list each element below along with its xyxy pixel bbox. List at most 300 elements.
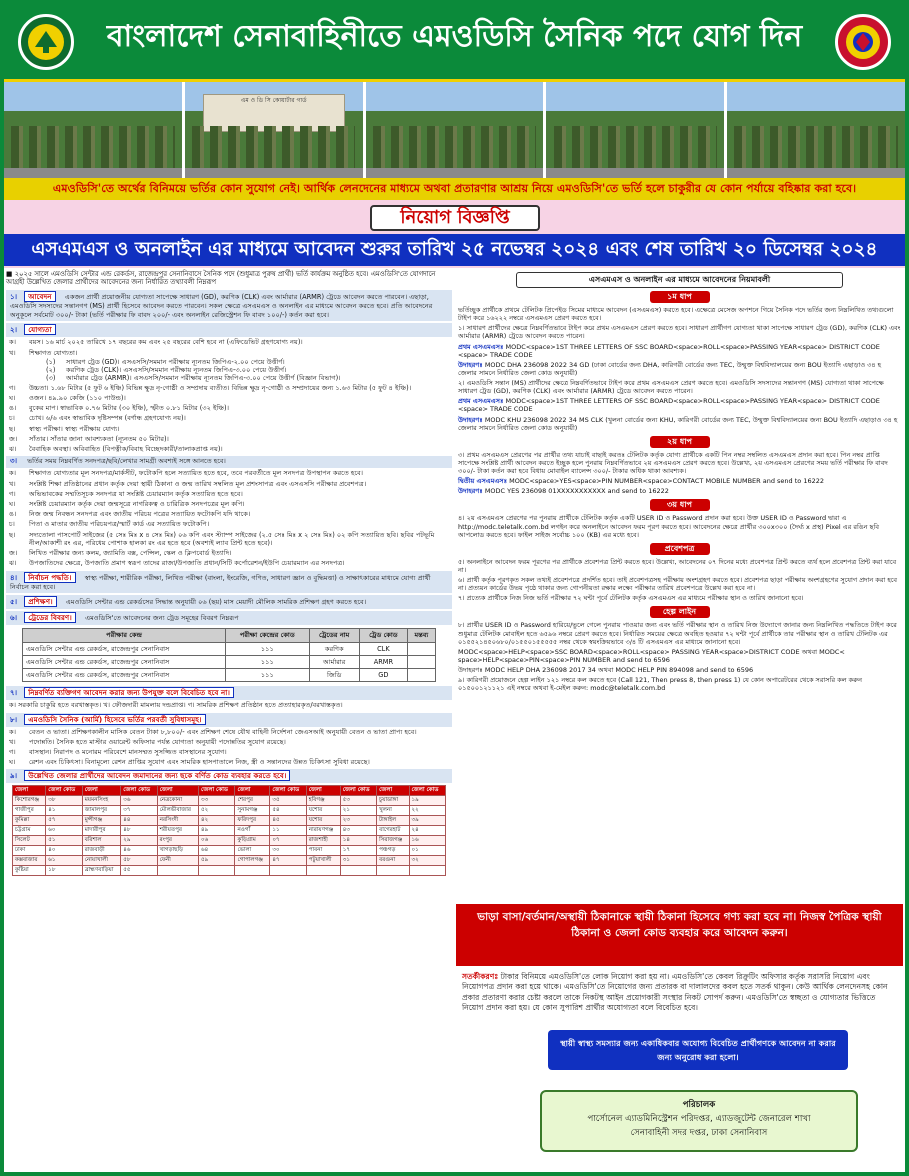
column-header: জেলা কোড (199, 786, 235, 796)
item-value: পিতা ও মাতার জাতীয় পরিচয়পত্র/স্মার্ট কার্ড এর সত্যায়িত ফটোকপি। (29, 520, 210, 529)
ms-candidate-text: ২। এমওডিসি সন্তান (MS) প্রার্থীদের ক্ষেত্রে নিম্নবর্ণিতভাবে টাইপ করে প্রথম এসএমএস প্রেরণ করতে হবে। এমওডিসি সদস্যদের সন্তানগণ (MS) যোগ্যতা থাকা সাপেক্ষে সাধারণ ট্রেড (GD), করণিক (CLK) এবং আর্মারার (ARMR) ট্রেডে আবেদন করতে পারেন। (458, 379, 884, 396)
table-cell: মাদারীপুর (82, 826, 121, 836)
format-value: MODC<space>YES<space>PIN NUMBER<space>CONTACT MOBILE NUMBER and send to 16222 (509, 477, 824, 486)
modc-logo-right (835, 14, 891, 70)
table-cell: ঢাকা (13, 846, 46, 856)
table-cell: এমওডিসি সেন্টার এন্ড রেকর্ডস, রাজেন্দ্রপুর সেনানিবাস (23, 669, 226, 682)
caution-body: টাকার বিনিময়ে এমওডিসি'তে লোক নিয়োগ করা হয় না। এমওডিসি'তে কেবল রিক্রুটিং অফিসার কর্তৃক সরাসরি নিয়োগ এবং নিয়োগপত্র প্রদান করা হয়ে থাকে। এমওডিসি'তে নিয়োগের জন্য প্রতারক বা দালালদের কবল হতে সতর্ক থাকুন। কেউ আর্থিক লেনদেনসহ কোন প্রকার প্রতারণা করার চেষ্টা করলে তাকে নিকটস্থ আইন প্রয়োগকারী সংস্থার নিকট সোপর্দ করুন। এমওডিসি'তে স্বচ্ছতা ও যোগ্যতার ভিত্তিতে নিয়োগ প্রদান করা হয়। যে কোন সুপারিশ প্রার্থীর অযোগ্যতা বলে বিবেচিত হবে। (462, 972, 888, 1012)
column-header: ট্রেডের নাম (309, 629, 359, 642)
table-row (13, 856, 446, 866)
physical-list (6, 383, 452, 455)
table-cell: বাগেরহাট (377, 826, 409, 836)
item-key: (১) (46, 357, 56, 366)
example-label: উদাহরণঃ (458, 415, 483, 424)
documents-list (6, 468, 452, 568)
section-number: ৮। (10, 715, 18, 724)
format-value: MODC<space>1ST THREE LETTERS OF SSC BOARD<space>ROLL<space>PASSING YEAR<space> DISTRICT CODE <space> TRADE CODE (458, 342, 880, 359)
table-cell: চট্টগ্রাম (13, 826, 46, 836)
table-cell: করণিক (309, 642, 359, 655)
table-cell: শেরপুর (235, 796, 270, 806)
column-header: জেলা কোড (46, 786, 82, 796)
item-value: সাধারণ ট্রেড (GD)। এসএসসি/সমমান পরীক্ষায় ন্যূনতম জিপিএ-২.০০ পেয়ে উত্তীর্ণ। (66, 357, 285, 366)
item-key: ঙ। (9, 510, 17, 519)
table-cell: গোপালগঞ্জ (235, 856, 270, 866)
format-label: দ্বিতীয় এসএমএসঃ (458, 477, 508, 486)
left-column (6, 270, 452, 878)
table-cell: ৩৮ (46, 796, 82, 806)
section-qualification (6, 323, 452, 337)
table-cell: পটুয়াখালী (306, 856, 340, 866)
section-trades (6, 611, 452, 625)
item-value: নিজ জন্ম নিবন্ধন সনদপত্র এবং জাতীয় পরিচয় পত্রের সত্যায়িত ফটোকপি যদি থাকে। (29, 510, 251, 519)
list-item (6, 530, 452, 548)
table-cell: কিশোরগঞ্জ (13, 796, 46, 806)
table-cell: ১১ (270, 826, 306, 836)
table-cell: ১৪ (340, 836, 376, 846)
item-key: চ। (9, 414, 15, 423)
table-row (23, 669, 436, 682)
column-header: পরীক্ষার কেন্দ্র (23, 629, 226, 642)
table-cell: ৪৯ (199, 826, 235, 836)
item-value: সংশ্লিষ্ট চেয়ারম্যান কর্তৃক দেয়া জন্মসূত্রে নাগরিকত্ব ও চারিত্রিক সনদপত্রের মূল কপি। (29, 499, 245, 508)
table-cell: ২৯ (121, 836, 157, 846)
header-banner (4, 4, 905, 82)
table-cell: মৌলভীবাজার (157, 806, 198, 816)
section-heading: ভর্তির সময় নিম্নবর্ণিত সনদপত্র/ছবি/লেখার সামগ্রী অবশ্যই সঙ্গে আনতে হবে। (27, 457, 226, 466)
section-number: ২। (10, 326, 18, 335)
item-value: শিক্ষাগত যোগ্যতা। (29, 348, 78, 357)
list-item (6, 383, 452, 393)
section-number: ৯। (10, 772, 18, 781)
item-key: ক। (9, 727, 16, 736)
item-key: ক। (9, 469, 16, 478)
table-cell (377, 866, 409, 876)
item-key: ঘ। (9, 758, 16, 767)
table-cell: ৫১ (46, 836, 82, 846)
item-value: চোখ। ৬/৬ এবং স্বাভাবিক দৃষ্টিসম্পন্ন (বর্ণান্ধ গ্রহণযোগ্য নয়)। (29, 414, 186, 423)
list-item (6, 393, 452, 403)
admit-card-badge: প্রবেশপত্র (650, 543, 710, 555)
item-key: খ। (9, 348, 16, 357)
caution-text (456, 970, 903, 1028)
table-row (13, 846, 446, 856)
item-key: (২) (46, 366, 56, 375)
item-value: সদ্যতোলা পাসপোর্ট সাইজের (৫ সেঃ মিঃ x ৪ সেঃ মিঃ) ০৬ কপি এবং স্ট্যাম্প সাইজের (২.৫ সেঃ মিঃ x ২ সেঃ মিঃ) ০২ কপি সত্যায়িত ছবি। ছবির পটভূমি নীল/আকাশী রং এর, পরিধেয় পোশাক হালকা রং এর হতে হবে (অবশ্যই ল্যাব প্রিন্ট হতে হবে)। (29, 530, 435, 547)
helpline-example: উদাহরণঃ MODC HELP DHA 236098 2017 34 অথবা MODC HELP PIN 894098 and send to 6596 (458, 666, 754, 674)
table-cell: কক্সবাজার (13, 856, 46, 866)
table-cell: ৪৭ (270, 856, 306, 866)
quarter-guard-sign: এম ও ডি সি কোয়ার্টার গার্ড (240, 96, 307, 104)
item-key: ঘ। (9, 393, 16, 402)
photo-parade (366, 82, 544, 178)
table-cell: কুষ্টিয়া (13, 866, 46, 876)
table-cell: ১১১ (226, 669, 309, 682)
format-value: MODC<space>1ST THREE LETTERS OF SSC BOARD<space>ROLL<space>PASSING YEAR<space> DISTRICT CODE <space> TRADE CODE (458, 397, 880, 414)
table-cell: রাজবাড়ী (82, 846, 121, 856)
list-item (6, 444, 452, 454)
table-cell: সিলেট (13, 836, 46, 846)
sms-example-1 (456, 360, 903, 378)
table-cell: নেত্রকোনা (157, 796, 198, 806)
table-cell: যশোর (306, 806, 340, 816)
table-cell: ৬৪ (199, 846, 235, 856)
table-cell (340, 866, 376, 876)
section-text: স্বাস্থ্য পরীক্ষা, শারীরিক পরীক্ষা, লিখিত পরীক্ষা (বাংলা, ইংরেজি, গণিত, সাধারণ জ্ঞান ও বুদ্ধিমত্তা) ও সাক্ষাৎকারের মাধ্যমে যোগ্য প্রার্থী নির্বাচন করা হবে। (10, 573, 431, 591)
table-cell: ARMR (359, 655, 407, 668)
list-item (6, 434, 452, 444)
item-key: চ। (9, 520, 15, 529)
table-cell: ২৩ (340, 816, 376, 826)
example-value: MODC KHU 236098 2022 34 MS CLK (খুলনা বোর্ডের জন্য KHU, কারিগরী বোর্ডের জন্য TEC, উন্মুক্ত বিশ্ববিদ্যালয়ের জন্য BOU ইত্যাদি এছাড়াও ৩৪ হ জেলার সামনে নির্ধারিত জেলা কোড অনুযায়ী) (458, 415, 898, 432)
table-cell: এমওডিসি সেন্টার এন্ড রেকর্ডস, রাজেন্দ্রপুর সেনানিবাস (23, 655, 226, 668)
item-value: আর্মারার ট্রেড (ARMR)। এসএসসি/সমমান পরীক্ষায় ন্যূনতম জিপিএ-৩.০০ পেয়ে উত্তীর্ণ (বিজ্ঞান বিভাগ)। (66, 374, 341, 383)
page-title: বাংলাদেশ সেনাবাহিনীতে এমওডিসি সৈনিক পদে যোগ দিন (106, 19, 803, 54)
item-value: করণিক ট্রেড (CLK)। এসএসসি/সমমান পরীক্ষায় ন্যূনতম জিপিএ-৩.০০ পেয়ে উত্তীর্ণ। (66, 366, 287, 375)
item-key: জ। (9, 549, 18, 558)
table-cell: ১৯ (409, 796, 445, 806)
table-cell (306, 866, 340, 876)
table-cell (409, 866, 445, 876)
table-cell: ৩৬ (121, 796, 157, 806)
sms-example-2 (456, 415, 903, 433)
item-value: বয়স। ১৬ মার্চ ২০২৫ তারিখে ১৭ বছরের কম এবং ২৫ বছরের বেশি হবে না (এফিডেভিট গ্রহণযোগ্য নয়)। (29, 338, 303, 347)
column-header: পরীক্ষা কেন্দ্রের কোড (226, 629, 309, 642)
table-cell: ২২ (409, 806, 445, 816)
section-number: ৫। (10, 598, 18, 607)
signature-hq: সেনাবাহিনী সদর দপ্তর, ঢাকা সেনানিবাস (630, 1128, 768, 1138)
table-cell: ৫২ (199, 806, 235, 816)
section-benefits (6, 713, 452, 727)
table-cell: ৪৪ (121, 816, 157, 826)
item-key: জ। (9, 434, 18, 443)
table-cell: ৫৪ (270, 806, 306, 816)
step-2-badge: ২য় ধাপ (650, 436, 710, 448)
application-date-band: এসএমএস ও অনলাইন এর মাধ্যমে আবেদন শুরুর তারিখ ২৫ নভেম্বর ২০২৪ এবং শেষ তারিখ ২০ ডিসেম্বর ২০২৪ (4, 234, 905, 266)
item-value: বেতন ও ভাতা। প্রশিক্ষণকালীন মাসিক বেতন টাকা ৮,৮০০/- এবং প্রশিক্ষণ শেষে যৌথ বাহিনী নির্দেশনা জেএসআই অনুযায়ী বেতন ও ভাতা প্রাপ্য হবে। (29, 727, 417, 736)
table-cell: ১৭ (340, 846, 376, 856)
table-cell (199, 866, 235, 876)
item-key: গ। (9, 383, 16, 392)
table-cell: জামালপুর (82, 806, 121, 816)
table-row (23, 655, 436, 668)
sms-example-3 (456, 486, 903, 496)
ineligible-text: ক। সরকারি চাকুরি হতে বরখাস্তকৃত। খ। ফৌজদারী মামলায় দন্ডপ্রাপ্ত। গ। সামরিক প্রশিক্ষণ প্রতিষ্ঠান হতে প্রত্যাহারকৃত/বরখাস্তকৃত। (9, 701, 343, 710)
item-key: গ। (9, 489, 16, 498)
table-cell: ৩৭ (121, 806, 157, 816)
admit-item: ৬। প্রার্থী কর্তৃক পূরণকৃত সকল তথ্যই প্রবেশপত্রে প্রদর্শিত হবে। তাই প্রবেশপত্রসহ পরীক্ষায় অংশগ্রহণ করতে হবে। প্রবেশপত্র ছাড়া পরীক্ষায় অংশগ্রহণের সুযোগ প্রদান করা হবে না। প্রত্যয়ন কার্ডের উভয় পৃষ্ঠে থাকার জন্য গোপনীয়তা রক্ষার লক্ষ্যে পরীক্ষার তারিখ প্রবেশপত্রে উল্লেখ করা হবে না। (458, 576, 898, 593)
list-item (6, 424, 452, 434)
trade-table-wrap (6, 625, 452, 684)
item-value: সংশ্লিষ্ট শিক্ষা প্রতিষ্ঠানের প্রধান কর্তৃক দেয়া স্থায়ী ঠিকানা ও জন্ম তারিখ সম্বলিত মূল প্রশংসাপত্র এবং এসএসসি পরীক্ষার প্রবেশপত্র। (29, 479, 367, 488)
item-value: উপজাতিদের ক্ষেত্রে, উপজাতি প্রমাণ স্বরূপ তাদের রাজা/উপজাতি প্রধান/সিটি কর্পোরেশন/ইউপি চেয়ারম্যান এর সনদপত্র। (29, 559, 345, 568)
list-item (6, 558, 452, 568)
section-district-codes (6, 769, 452, 783)
item-value: বুকের মাপ। স্বাভাবিক ০.৭৬ মিটার (৩০ ইঞ্চি), স্ফীত ০.৮১ মিটার (৩২ ইঞ্চি)। (29, 404, 229, 413)
table-header-row (13, 786, 446, 796)
table-cell: ৩০ (270, 846, 306, 856)
table-cell: ৪৩ (340, 826, 376, 836)
step-3-badge: ৩য় ধাপ (650, 499, 710, 511)
table-cell: সিরাজগঞ্জ (377, 836, 409, 846)
column-header: জেলা কোড (270, 786, 306, 796)
table-cell: শরীয়তপুর (157, 826, 198, 836)
item-value: পদোন্নতি। সৈনিক হতে মাস্টার ওয়ারেন্ট অফিসার পর্যন্ত যোগ্যতা অনুযায়ী পদোন্নতির সুযোগ রয়েছে। (29, 737, 286, 746)
step-1-text: ভর্তিচ্ছুক প্রার্থীকে প্রথমে টেলিটক প্রিপেইড সিমের মাধ্যমে আবেদন (এসএমএস) করতে হবে। এক্ষেত্রে মেসেজ অপশনে গিয়ে সৈনিক পদে ভর্তির জন্য নিম্নলিখিত তথ্যগুলো টাইপ করে ১৬২২২ নম্বরে এসএমএস প্রেরণ করতে হবে। (458, 306, 894, 323)
caution-label: সতর্কীকরণঃ (462, 972, 499, 981)
item-key: ক। (9, 338, 16, 347)
column-header: জেলা কোড (121, 786, 157, 796)
table-cell (270, 866, 306, 876)
benefits-list (6, 727, 452, 768)
signature-box (540, 1090, 858, 1152)
table-cell: ৩২ (409, 856, 445, 866)
section-number: ১। (10, 292, 18, 301)
item-value: বৈবাহিক অবস্থা। অবিবাহিত (বিপত্নীক/বিবাহ বিচ্ছেদকারী/তালাকপ্রাপ্ত নয়)। (29, 445, 223, 454)
example-label: উদাহরণঃ (458, 360, 483, 369)
table-row (23, 642, 436, 655)
section-number: ৭। (10, 689, 18, 698)
table-cell: ১১১ (226, 642, 309, 655)
item-value: বাসস্থান। নিরাপদ ও মনোরম পরিবেশে মানসম্মত সুসজ্জিত বাসস্থানের সুযোগ। (29, 748, 227, 757)
notice-title: নিয়োগ বিজ্ঞপ্তি (370, 205, 540, 231)
table-cell: কুমিল্লা (13, 816, 46, 826)
trade-table (22, 628, 436, 682)
section-training (6, 595, 452, 609)
list-item (6, 727, 452, 737)
list-item (6, 403, 452, 413)
item-value: লিখিত পরীক্ষার জন্য কলম, জ্যামিতি বক্স, পেন্সিল, স্কেল ও ক্লিপবোর্ড ইত্যাদি। (29, 549, 232, 558)
table-cell: ৫৭ (46, 816, 82, 826)
column-header: জেলা (13, 786, 46, 796)
column-header: জেলা কোড (409, 786, 445, 796)
table-row (13, 796, 446, 806)
list-item (6, 519, 452, 529)
table-cell: জিডি (309, 669, 359, 682)
table-cell: ৫৫ (121, 866, 157, 876)
helpline-tail: ৯। কারিগরী প্রয়োজনে হেল্প লাইন ১২১ নম্বরে কল করতে হবে (Call 121, Then press 8, then press 1) যে কোন অপারেটরের থেকে সরাসরি কল করুন ০১৫০০১২১১২১ এই নম্বরে অথবা ই-মেইল করুন: modc@teletalk.com.bd (458, 676, 862, 693)
item-key: গ। (9, 748, 16, 757)
column-header: জেলা (82, 786, 121, 796)
table-cell: মুন্সীগঞ্জ (82, 816, 121, 826)
list-item (6, 337, 452, 347)
section-heading: এমওডিসি সৈনিক (আর্মি) হিসেবে ভর্তির পরবর্তী সুবিধাসমূহ। (24, 714, 205, 725)
table-row (13, 866, 446, 876)
format-label: প্রথম এসএমএসঃ (458, 342, 504, 351)
section-selection (6, 571, 452, 594)
table-cell (407, 655, 435, 668)
table-cell: নোয়াখালী (82, 856, 121, 866)
table-cell: ৬১ (46, 856, 82, 866)
column-header: মন্তব্য (407, 629, 435, 642)
item-value: শিক্ষাগত যোগ্যতার মূল সনদপত্র/মার্কসীট, ফটোকপি হলে সত্যায়িত হতে হবে, তবে পরবর্তীতে মূল সনদপত্র উপস্থাপন করতে হবে। (29, 469, 364, 478)
table-cell: ফরিদপুর (235, 816, 270, 826)
list-item (6, 413, 452, 423)
helpline-format: MODC<space>HELP<space>SSC BOARD<space>ROLL<space> PASSING YEAR<space>DISTRICT CODE অথবা MODC< space>HELP<space>PIN<space>PIN NUMBER and send to 6596 (458, 647, 845, 664)
table-cell (235, 866, 270, 876)
table-cell: খাগড়াছড়ি (157, 846, 198, 856)
table-cell: GD (359, 669, 407, 682)
step-3-text: ৪। ২য় এসএমএস প্রেরণের পর পুনরায় প্রার্থীকে টেলিটক কর্তৃক একটি USER ID ও Password প্রদান করা হবে। উক্ত USER ID ও Password দ্বারা এ http://modc.teletalk.com.bd লগইন করে অনলাইনে আবেদন ফরম পূরণ করতে হবে। আবেদনের ক্ষেত্রে প্রার্থীর ৩০০x৩০০ (দৈর্ঘ্য x প্রস্থ) Pixel এর রঙিন ছবি আপলোড করতে হবে। ফাইল সাইজ সর্বোচ্চ ১০০ (KB) এর মধ্যে হবে। (458, 514, 879, 539)
table-cell: কুড়িগ্রাম (235, 836, 270, 846)
table-cell: ১১১ (226, 655, 309, 668)
section-heading: যোগ্যতা (24, 324, 55, 335)
item-value: রেশন এবং চিকিৎসা। বিনামূল্যে রেশন প্রাপ্তির সুযোগ এবং সামরিক হাসপাতালে নিজ, স্ত্রী ও সন্তানদের উন্নত চিকিৎসা সুবিধা রয়েছে। (29, 758, 370, 767)
table-cell: রাজশাহী (306, 836, 340, 846)
table-cell: ৪৫ (270, 816, 306, 826)
item-value: স্বাস্থ্য পরীক্ষা। স্বাস্থ্য পরীক্ষায় যোগ্য। (29, 424, 120, 433)
admit-item: ৫। অনলাইনে আবেদন ফরম পূরণের পর প্রার্থীকে প্রবেশপত্র প্রিন্ট করতে হবে। উল্লেখ্য, আবেদনের ০৭ দিনের মধ্যে প্রবেশপত্র প্রিন্ট করতে ব্যর্থ হলে প্রবেশপত্র প্রিন্ট করা যাবে না। (458, 557, 897, 574)
table-cell: ৫৯ (199, 856, 235, 866)
table-cell: ১৬ (409, 836, 445, 846)
table-cell: বরগুনা (377, 856, 409, 866)
table-cell: ৬০ (46, 826, 82, 836)
photo-salute-1 (546, 82, 724, 178)
list-item (6, 489, 452, 499)
list-item (6, 737, 452, 747)
table-row (13, 806, 446, 816)
column-header: জেলা (157, 786, 198, 796)
table-cell: এমওডিসি সেন্টার এন্ড রেকর্ডস, রাজেন্দ্রপুর সেনানিবাস (23, 642, 226, 655)
example-value: MODC DHA 236098 2022 34 GD (ঢাকা বোর্ডের জন্য DHA, কারিগরী বোর্ডের জন্য TEC, উন্মুক্ত বিশ্ববিদ্যালয়ের জন্য BOU ইত্যাদি এছাড়াও ৩৪ হ জেলার সামনে নির্ধারিত জেলা কোড অনুযায়ী) (458, 360, 882, 377)
table-cell: ২১ (340, 806, 376, 816)
example-label: উদাহরণঃ (458, 487, 483, 496)
section-number: ৬। (10, 614, 18, 623)
section-heading: উল্লেখিত জেলার প্রার্থীদের আবেদন জমাদানের জন্য ছকে বর্ণিত কোড ব্যবহার করতে হবে। (24, 770, 290, 781)
right-column (456, 270, 903, 693)
list-item (6, 479, 452, 489)
table-cell: ১৮ (46, 866, 82, 876)
admit-card-list (456, 557, 903, 604)
column-header: জেলা কোড (340, 786, 376, 796)
section-number: ৪। (10, 573, 18, 582)
table-header-row (23, 629, 436, 642)
signature-office: পার্সোনেল এ্যাডমিনিস্ট্রেশন পরিদপ্তর, এ্যাডজুটেন্ট জেনারেল শাখা (587, 1114, 811, 1124)
item-value: সাঁতার। সাঁতার জানা আবশ্যকতা (ন্যূনতম ৫০ মিটার)। (29, 434, 169, 443)
table-cell (407, 642, 435, 655)
table-row (13, 826, 446, 836)
table-cell: পঞ্চগড় (377, 846, 409, 856)
sms-format-3 (456, 476, 903, 486)
list-item (6, 757, 452, 767)
table-cell: চুয়াডাঙ্গা (377, 796, 409, 806)
section-text: একজন প্রার্থী প্রয়োজনীয় যোগ্যতা সাপেক্ষে সাধারণ (GD), করণিক (CLK) এবং আর্মারার (ARMR) ট্রেডে আবেদন করতে পারবেন। এছাড়া, এমওডিসি সদস্যদের সন্তানগণ (MS) প্রার্থী হিসেবে আবেদন করতে পারবেন। সকল ক্ষেত্রে এসএমএস ও অনলাইন এর মাধ্যমে আবেদন করতে হবে। প্রতি আবেদনের অনুকূলে সর্বমোট ৩০০/- টাকা (ভর্তি পরীক্ষার ফি বাবদ ২০০/- এবং অনলাইন রেজিস্ট্রেশন ফি বাবদ ১০০/-) কর্তন করা হবে। (10, 292, 433, 319)
table-cell: ০৭ (270, 836, 306, 846)
table-cell: সুনামগঞ্জ (235, 806, 270, 816)
helpline-text: ৮। প্রার্থীর USER ID ও Password হারিয়ে/ভুলে গেলে পুনরায় পাওয়ার জন্য এবং ভর্তি পরীক্ষার স্থান ও তারিখ নিজ উদ্যোগে জানার জন্য নিম্নলিখিত পদ্ধতিতে টাইপ করে শুধুমাত্র টেলিটক মোবাইল হতে ৬৫৯৬ নম্বরে প্রেরণ করতে হবে। নির্ধারিত সময়ের ক্ষেত্রে অবহিত হওয়ার ৭২ ঘন্টা পূর্বে প্রার্থীকে তার পরীক্ষার স্থান ও তারিখ টেলিটক এর ০১৫৫২১৪৫০৬৮০/০১৫৫০১৫৫৫৫৫ নম্বর থেকে স্বয়ংক্রিয়ভাবে ৩/৪ টি এসএমএস এর মাধ্যমে জানানো হবে। (458, 621, 897, 646)
item-key: ছ। (9, 424, 16, 433)
item-key: ঝ। (9, 445, 17, 454)
table-cell: আর্মারার (309, 655, 359, 668)
table-cell: ০৬ (199, 836, 235, 846)
table-cell: ৪০ (46, 846, 82, 856)
table-cell (407, 669, 435, 682)
table-cell: টাঙ্গাইল (377, 816, 409, 826)
table-cell: ৩৫ (270, 796, 306, 806)
item-key: (৩) (46, 374, 56, 383)
section-heading: ট্রেডের বিবরণ। (24, 612, 76, 623)
photo-strip (4, 82, 905, 178)
list-item (6, 468, 452, 478)
section-documents (6, 456, 452, 468)
warning-banner: এমওডিসি'তে অর্থের বিনিময়ে ভর্তির কোন সুযোগ নেই। আর্থিক লেনদেনের মাধ্যমে অথবা প্রতারণার আশ্রয় নিয়ে এমওডিসি'তে ভর্তি হলে চাকুরীর যে কোন পর্যায়ে বহিষ্কার করা হবে। (4, 178, 905, 200)
table-cell: পাবনা (306, 846, 340, 856)
section-heading: প্রশিক্ষণ। (24, 596, 56, 607)
item-key: খ। (9, 479, 16, 488)
table-cell: ৪১ (46, 806, 82, 816)
photo-salute-2 (727, 82, 905, 178)
table-cell: বরিশাল (82, 836, 121, 846)
table-cell: রংপুর (157, 836, 198, 846)
section-number: ৩। (10, 457, 18, 466)
health-notice-box: স্থায়ী স্বাস্থ্য সমস্যার জন্য একাধিকবার অযোগ্য বিবেচিত প্রার্থীগণকে আবেদন না করার জন্য অনুরোধ করা হলো। (548, 1030, 848, 1070)
table-cell: খুলনা (377, 806, 409, 816)
photo-training (4, 82, 182, 178)
sms-format-1 (456, 342, 903, 360)
table-cell: ময়মনসিংহ (82, 796, 121, 806)
column-header: ট্রেড কোড (359, 629, 407, 642)
section-text: এমওডিসি'তে আবেদনের জন্য ট্রেড সমূহের বিবরণ নিম্নরূপ (85, 614, 239, 623)
general-candidate-text: ১। সাধারণ প্রার্থীদের ক্ষেত্রে নিম্নবর্ণিতভাবে টাইপ করে প্রথম এসএমএস প্রেরণ করতে হবে। সাধারণ প্রার্থীগণ যোগ্যতা থাকা সাপেক্ষে সাধারণ ট্রেড (GD), করণিক (CLK) এবং আর্মারার (ARMR) ট্রেডে আবেদন করতে পারেন। (458, 324, 901, 341)
list-item (6, 358, 452, 366)
item-key: ছ। (9, 530, 16, 539)
table-row (13, 816, 446, 826)
list-item (6, 348, 452, 358)
table-cell: CLK (359, 642, 407, 655)
table-cell: ৩৯ (409, 816, 445, 826)
table-cell: ৪৬ (121, 846, 157, 856)
table-cell: ৪২ (199, 816, 235, 826)
item-key: ঝ। (9, 559, 17, 568)
list-item (6, 499, 452, 509)
army-logo-left (18, 14, 74, 70)
admit-item: ৭। প্রত্যেক প্রার্থীকে নিজ নিজ ভর্তি পরীক্ষার ৭২ ঘন্টা পূর্বে টেলিটক কর্তৃক এসএমএস এর মাধ্যমে পরীক্ষার স্থান ও তারিখ জানানো হবে। (458, 594, 804, 603)
table-cell: ভোলা (235, 846, 270, 856)
table-cell: ৪৮ (121, 826, 157, 836)
table-cell: ০১ (409, 846, 445, 856)
table-cell: ব্রাহ্মণবাড়িয়া (82, 866, 121, 876)
column-header: জেলা (306, 786, 340, 796)
table-cell: হবিগঞ্জ (306, 796, 340, 806)
education-list (6, 358, 452, 383)
sms-rules-heading: এসএমএস ও অনলাইন এর মাধ্যমে আবেদনের নিয়মাবলী (516, 272, 843, 288)
table-cell: ৩১ (340, 856, 376, 866)
table-cell: যশোর (306, 816, 340, 826)
address-warning-box: ভাড়া বাসা/বর্তমান/অস্থায়ী ঠিকানাকে স্থায়ী ঠিকানা হিসেবে গণ্য করা হবে না। নিজস্ব পৈত্রিক স্থায়ী ঠিকানা ও জেলা কোড ব্যবহার করে আবেদন করুন। (456, 904, 903, 966)
item-key: খ। (9, 737, 16, 746)
section-ineligible (6, 686, 452, 700)
section-heading: নিম্নবর্ণিত ব্যক্তিগণ আবেদন করার জন্য উপযুক্ত বলে বিবেচিত হবে না। (24, 687, 234, 698)
item-key: ঘ। (9, 499, 16, 508)
column-header: জেলা (235, 786, 270, 796)
section-text: এমওডিসি সেন্টার এন্ড রেকর্ডসের সিদ্ধান্ত অনুযায়ী ০৬ (ছয়) মাস মেয়াদী মৌলিক সামরিক প্রশিক্ষণ গ্রহণ করতে হবে। (65, 598, 367, 607)
list-item (6, 509, 452, 519)
sms-format-2 (456, 396, 903, 414)
signature-title: পরিচালক (682, 1100, 716, 1110)
table-cell: ৩৩ (199, 796, 235, 806)
intro-text: ■ ২০২৫ সালে এমওডিসি সেন্টার এন্ড রেকর্ডস, রাজেন্দ্রপুর সেনানিবাসে সৈনিক পদে (শুধুমাত্র পুরুষ প্রার্থী) ভর্তি কার্যক্রম অনুষ্ঠিত হবে। এমওডিসি'তে যোগদানে আগ্রহী উল্লেখিত জেলার প্রার্থীদের আবেদনের জন্য নির্ধারিত তথ্যাবলী নিম্নরূপ (6, 270, 436, 287)
qualification-list (6, 337, 452, 357)
table-row (13, 836, 446, 846)
item-value: ওজন। ৪৯.৯০ কেজি (১১০ পাউন্ড)। (29, 393, 126, 402)
table-cell: নরসিংদী (157, 816, 198, 826)
step-1-badge: ১ম ধাপ (650, 291, 710, 303)
step-2-text: ৩। প্রথম এসএমএস প্রেরণের পর প্রার্থীর তথ্য যাচাই বাছাই করতঃ টেলিটক কর্তৃক যোগ্য প্রার্থীকে একটি পিন নম্বর সম্বলিত এসএমএস প্রদান করা হবে। পিন নম্বর প্রাপ্তি সাপেক্ষে সংশ্লিষ্ট প্রার্থী আবেদন করতে ইচ্ছুক হলে পুনরায় নিম্নবর্ণিতভাবে ২য় এসএমএস প্রেরণ করতে হবে। উল্লেখ্য, ২য় এসএমএস প্রেরণের সময় ভর্তি পরীক্ষার ফি বাবদ ৩০০/- টাকা কর্তন করা হবে বিধায় মোবাইল ব্যালেন্স ৩০০/- টাকার অধিক থাকা আবশ্যক। (458, 450, 888, 475)
table-cell: ৫৩ (340, 796, 376, 806)
table-cell: গাজীপুর (13, 806, 46, 816)
table-cell: ৫৮ (121, 856, 157, 866)
helpline-badge: হেল্প লাইন (650, 606, 710, 618)
example-value: MODC YES 236098 01XXXXXXXXXXX and send to 16222 (484, 487, 669, 496)
